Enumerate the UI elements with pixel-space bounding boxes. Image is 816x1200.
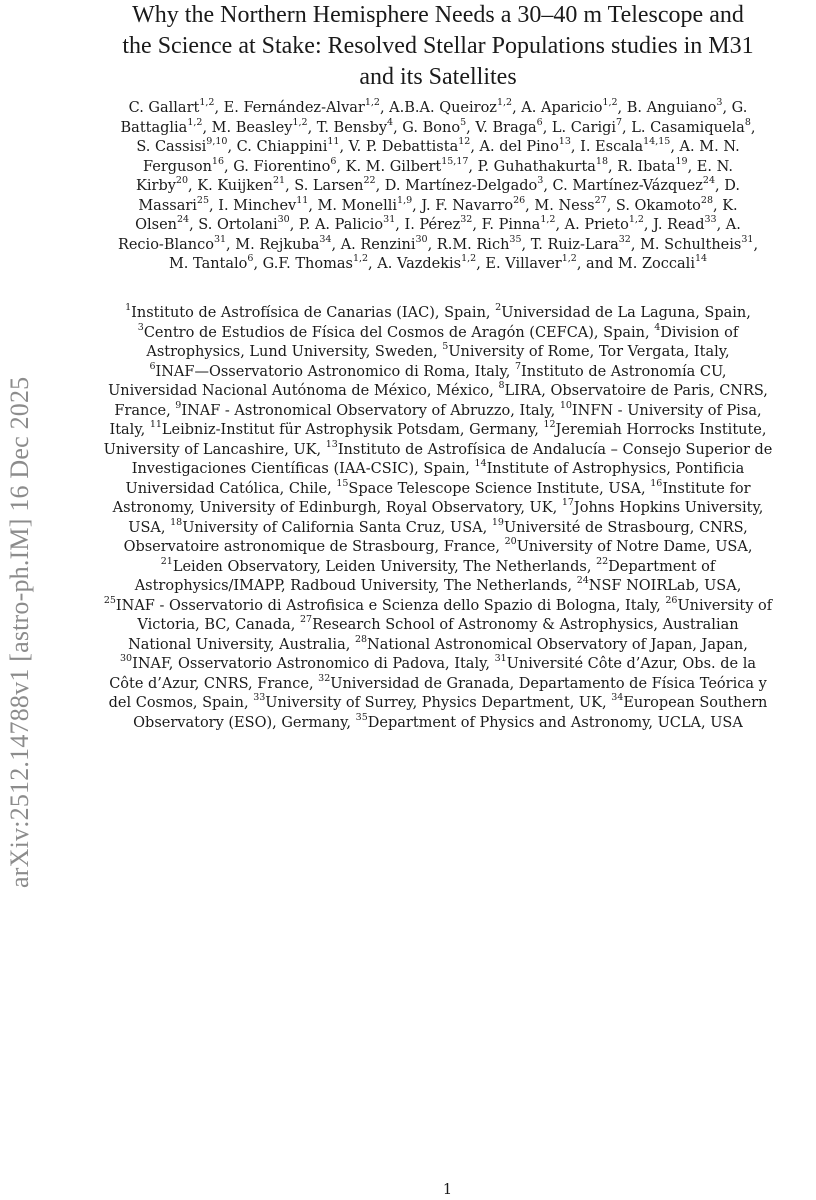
text-segment: , K. Kuijken bbox=[188, 178, 273, 194]
superscript-marker: 17 bbox=[561, 497, 574, 509]
superscript-marker: 33 bbox=[704, 214, 717, 226]
superscript-marker: 13 bbox=[325, 438, 338, 450]
text-segment: C. Gallart bbox=[128, 100, 200, 116]
text-segment: Leiden Observatory, Leiden University, The Netherlands, bbox=[172, 558, 597, 575]
text-segment: Instituto de Astronomía CU, bbox=[521, 363, 727, 380]
superscript-marker: 9 bbox=[175, 399, 182, 411]
page-number: 1 bbox=[442, 1182, 453, 1198]
text-segment: M. Tantalo bbox=[168, 256, 248, 272]
title-line: and its Satellites bbox=[359, 64, 517, 90]
superscript-marker: 22 bbox=[596, 555, 609, 567]
superscript-marker: 22 bbox=[363, 175, 376, 187]
text-segment: , A. Vazdekis bbox=[368, 256, 462, 272]
superscript-marker: 32 bbox=[318, 672, 331, 684]
superscript-marker: 34 bbox=[611, 692, 624, 704]
text-segment: , D. Martínez-Delgado bbox=[375, 178, 538, 194]
superscript-marker: 28 bbox=[354, 633, 368, 645]
text-segment: , K. M. Gilbert bbox=[336, 158, 442, 175]
superscript-marker: 24 bbox=[177, 214, 190, 226]
superscript-marker: 26 bbox=[513, 194, 526, 206]
affiliation-line bbox=[58, 633, 816, 656]
superscript-marker: 35 bbox=[355, 711, 368, 723]
superscript-marker: 14,15 bbox=[643, 136, 671, 148]
superscript-marker: 1,2 bbox=[561, 253, 577, 265]
text-segment: European Southern bbox=[623, 695, 768, 711]
text-segment: Côte d’Azur, CNRS, France, bbox=[109, 675, 319, 692]
superscript-marker: 1 bbox=[125, 302, 132, 314]
text-segment: National Astronomical Observatory of Japan, Japan, bbox=[367, 636, 748, 653]
superscript-marker: 34 bbox=[319, 233, 332, 245]
superscript-marker: 18 bbox=[595, 155, 609, 167]
affiliation-line bbox=[58, 516, 816, 539]
superscript-marker: 8 bbox=[498, 380, 505, 392]
superscript-marker: 1,9 bbox=[397, 194, 413, 206]
text-segment: , S. Larsen bbox=[285, 178, 364, 194]
author-line bbox=[58, 138, 816, 158]
superscript-marker: 25 bbox=[103, 594, 116, 606]
text-segment: Investigaciones Científicas (IAA-CSIC), Spain, bbox=[131, 461, 475, 477]
text-segment: , T. Bensby bbox=[307, 119, 388, 136]
affiliation-line bbox=[58, 321, 816, 344]
superscript-marker: 4 bbox=[387, 116, 394, 128]
superscript-marker: 1,2 bbox=[364, 97, 380, 109]
superscript-marker: 11 bbox=[327, 136, 340, 148]
text-segment: University of bbox=[677, 597, 773, 614]
superscript-marker: 18 bbox=[170, 516, 183, 528]
title-line: Why the Northern Hemisphere Needs a 30–40 m Telescope and bbox=[132, 2, 744, 28]
superscript-marker: 1,2 bbox=[187, 116, 203, 128]
affiliation-line bbox=[58, 711, 816, 734]
superscript-marker: 27 bbox=[299, 614, 313, 626]
text-segment: , A. Aparicio bbox=[512, 100, 603, 116]
superscript-marker: 1,2 bbox=[496, 97, 513, 109]
superscript-marker: 14 bbox=[474, 458, 487, 470]
text-segment: INFN - University of Pisa, bbox=[571, 402, 762, 419]
text-segment: France, bbox=[114, 402, 176, 419]
text-segment: Universidad Nacional Autónoma de México, México, bbox=[108, 383, 499, 399]
superscript-marker: 27 bbox=[594, 194, 607, 206]
text-segment: Instituto de Astrofísica de Canarias (IAC), Spain, bbox=[131, 305, 496, 321]
text-segment: , L. Carigi bbox=[542, 119, 616, 136]
text-segment: , I. Minchev bbox=[209, 197, 297, 214]
superscript-marker: 24 bbox=[576, 575, 589, 587]
affiliation-line bbox=[58, 694, 816, 714]
text-segment: University of Lancashire, UK, bbox=[103, 441, 326, 458]
superscript-marker: 12 bbox=[543, 419, 556, 431]
superscript-marker: 21 bbox=[160, 555, 173, 567]
text-segment: , S. Okamoto bbox=[606, 197, 701, 214]
superscript-marker: 31 bbox=[383, 214, 396, 226]
text-segment: , P. A. Palicio bbox=[289, 217, 384, 233]
text-segment: , M. Rejkuba bbox=[226, 236, 320, 253]
text-segment: , F. Pinna bbox=[472, 217, 541, 233]
superscript-marker: 30 bbox=[120, 653, 133, 665]
superscript-marker: 24 bbox=[702, 175, 715, 187]
text-segment: , S. Ortolani bbox=[189, 217, 278, 233]
text-segment: Universidad de La Laguna, Spain, bbox=[501, 305, 751, 321]
text-segment: , and M. Zoccali bbox=[576, 256, 695, 272]
superscript-marker: 15 bbox=[336, 477, 349, 489]
text-segment: INAF - Osservatorio di Astrofisica e Scienza dello Spazio di Bologna, Italy, bbox=[115, 597, 666, 614]
superscript-marker: 19 bbox=[675, 155, 688, 167]
text-segment: University of Surrey, Physics Department, UK, bbox=[265, 695, 612, 711]
text-segment: Recio-Blanco bbox=[117, 236, 214, 253]
affiliation-line bbox=[58, 538, 816, 558]
superscript-marker: 14 bbox=[694, 253, 708, 265]
text-segment: Université Côte d’Azur, Obs. de la bbox=[506, 656, 756, 672]
superscript-marker: 1,2 bbox=[199, 97, 215, 109]
superscript-marker: 6 bbox=[330, 155, 337, 167]
superscript-marker: 1,2 bbox=[461, 253, 477, 265]
text-segment: NSF NOIRLab, USA, bbox=[588, 578, 742, 594]
text-segment: University of California Santa Cruz, USA, bbox=[182, 519, 492, 536]
text-segment: , B. Anguiano bbox=[617, 100, 717, 116]
text-segment: del Cosmos, Spain, bbox=[108, 695, 254, 711]
superscript-marker: 11 bbox=[149, 419, 162, 431]
text-segment: Italy, bbox=[109, 422, 150, 438]
title-line: the Science at Stake: Resolved Stellar Populations studies in M31 bbox=[122, 33, 754, 59]
text-segment: INAF—Osservatorio Astronomico di Roma, Italy, bbox=[155, 363, 515, 380]
superscript-marker: 13 bbox=[558, 136, 571, 148]
superscript-marker: 3 bbox=[716, 97, 723, 109]
text-segment: Observatory (ESO), Germany, bbox=[133, 714, 356, 731]
text-segment: , E. Villaver bbox=[476, 256, 562, 272]
superscript-marker: 30 bbox=[415, 233, 428, 245]
superscript-marker: 1,2 bbox=[540, 214, 556, 226]
text-segment: , R.M. Rich bbox=[427, 236, 510, 253]
text-segment: , V. Braga bbox=[466, 119, 537, 136]
superscript-marker: 1,2 bbox=[602, 97, 618, 109]
superscript-marker: 10 bbox=[559, 399, 572, 411]
text-segment: Institute for bbox=[662, 480, 751, 497]
author-line bbox=[58, 194, 816, 217]
superscript-marker: 6 bbox=[247, 253, 254, 265]
affiliation-line bbox=[58, 555, 816, 578]
superscript-marker: 3 bbox=[537, 175, 544, 187]
text-segment: , bbox=[750, 119, 756, 136]
superscript-marker: 2 bbox=[495, 302, 502, 314]
superscript-marker: 26 bbox=[665, 594, 678, 606]
superscript-marker: 21 bbox=[272, 175, 286, 187]
superscript-marker: 9,10 bbox=[206, 136, 228, 148]
superscript-marker: 12 bbox=[458, 136, 471, 148]
text-segment: , J. F. Navarro bbox=[412, 197, 514, 214]
text-segment: USA, bbox=[128, 519, 171, 536]
text-segment: , A.B.A. Queiroz bbox=[379, 100, 497, 116]
text-segment: Department of bbox=[608, 558, 716, 575]
text-segment: , bbox=[753, 236, 759, 253]
text-segment: Université de Strasbourg, CNRS, bbox=[503, 519, 748, 536]
text-segment: Astrophysics, Lund University, Sweden, bbox=[146, 344, 443, 360]
text-segment: , V. P. Debattista bbox=[339, 139, 459, 155]
superscript-marker: 7 bbox=[514, 360, 522, 372]
text-segment: , E. N. bbox=[687, 158, 733, 175]
text-segment: Olsen bbox=[135, 217, 177, 233]
superscript-marker: 33 bbox=[253, 692, 266, 704]
author-line bbox=[58, 216, 816, 236]
superscript-marker: 32 bbox=[460, 214, 473, 226]
text-segment: , P. Guhathakurta bbox=[468, 158, 596, 175]
affiliation-line bbox=[58, 460, 816, 480]
text-segment: Observatoire astronomique de Strasbourg, France, bbox=[123, 539, 505, 555]
text-segment: , C. Martínez-Vázquez bbox=[543, 178, 703, 194]
text-segment: , E. Fernández-Alvar bbox=[214, 100, 365, 116]
text-segment: , M. Schultheis bbox=[630, 236, 742, 253]
superscript-marker: 11 bbox=[296, 194, 309, 206]
superscript-marker: 31 bbox=[213, 233, 227, 245]
affiliation-line bbox=[58, 477, 816, 500]
text-segment: INAF, Osservatorio Astronomico di Padova, Italy, bbox=[132, 656, 495, 672]
text-segment: Ferguson bbox=[143, 158, 212, 175]
text-segment: Research School of Astronomy & Astrophysics, Australian bbox=[312, 617, 739, 633]
author-line bbox=[58, 255, 816, 275]
text-segment: , K. bbox=[713, 197, 738, 214]
superscript-marker: 4 bbox=[654, 321, 661, 333]
arxiv-stamp-text: arXiv:2512.14788v1 [astro-ph.IM] 16 Dec 2025 bbox=[5, 376, 34, 888]
affiliation-line bbox=[58, 438, 816, 461]
text-segment: , G. Fiorentino bbox=[224, 158, 331, 175]
text-segment: Division of bbox=[660, 324, 739, 341]
text-segment: , J. Read bbox=[643, 217, 705, 233]
affiliation-line bbox=[58, 421, 816, 441]
superscript-marker: 7 bbox=[616, 116, 623, 128]
text-segment: Astronomy, University of Edinburgh, Royal Observatory, UK, bbox=[112, 500, 562, 516]
affiliation-line bbox=[58, 360, 816, 383]
affiliation-line bbox=[58, 499, 816, 519]
text-segment: Space Telescope Science Institute, USA, bbox=[348, 480, 651, 497]
text-segment: , I. Pérez bbox=[395, 217, 461, 233]
affiliation-list bbox=[58, 304, 816, 733]
superscript-marker: 35 bbox=[509, 233, 522, 245]
text-segment: University of Rome, Tor Vergata, Italy, bbox=[448, 344, 730, 360]
superscript-marker: 8 bbox=[744, 116, 751, 128]
affiliation-line bbox=[58, 672, 816, 695]
text-segment: , A. Prieto bbox=[555, 217, 629, 233]
superscript-marker: 5 bbox=[442, 341, 449, 353]
text-segment: , A. bbox=[716, 217, 741, 233]
superscript-marker: 5 bbox=[460, 116, 467, 128]
text-segment: Kirby bbox=[136, 178, 176, 194]
text-segment: , A. del Pino bbox=[470, 139, 559, 155]
superscript-marker: 1,2 bbox=[292, 116, 308, 128]
superscript-marker: 16 bbox=[650, 477, 663, 489]
superscript-marker: 20 bbox=[504, 536, 517, 548]
text-segment: LIRA, Observatoire de Paris, CNRS, bbox=[504, 383, 768, 399]
affiliation-line bbox=[58, 304, 816, 324]
author-line bbox=[58, 116, 816, 139]
text-segment: INAF - Astronomical Observatory of Abruzzo, Italy, bbox=[181, 402, 560, 419]
text-segment: , L. Casamiquela bbox=[622, 119, 745, 136]
superscript-marker: 1,2 bbox=[352, 253, 369, 265]
text-segment: Centro de Estudios de Física del Cosmos de Aragón (CEFCA), Spain, bbox=[143, 324, 655, 341]
superscript-marker: 31 bbox=[741, 233, 754, 245]
author-list bbox=[58, 99, 816, 275]
text-segment: Astrophysics/IMAPP, Radboud University, The Netherlands, bbox=[134, 578, 577, 594]
text-segment: Universidad de Granada, Departamento de Física Teórica y bbox=[330, 675, 767, 692]
superscript-marker: 19 bbox=[491, 516, 504, 528]
text-segment: , D. bbox=[715, 178, 740, 194]
text-segment: , A. Renzini bbox=[331, 236, 416, 253]
text-segment: Department of Physics and Astronomy, UCLA, USA bbox=[367, 714, 743, 731]
affiliation-line bbox=[58, 594, 816, 617]
affiliation-line bbox=[58, 343, 816, 363]
superscript-marker: 6 bbox=[149, 360, 156, 372]
text-segment: Leibniz-Institut für Astrophysik Potsdam, Germany, bbox=[161, 422, 544, 438]
text-segment: University of Notre Dame, USA, bbox=[516, 539, 753, 555]
text-segment: Instituto de Astrofísica de Andalucía – Consejo Superior de bbox=[337, 441, 773, 458]
text-segment: Universidad Católica, Chile, bbox=[125, 480, 337, 497]
affiliation-line bbox=[58, 399, 816, 422]
author-line bbox=[58, 99, 816, 119]
text-segment: , A. M. N. bbox=[670, 139, 740, 155]
text-segment: Johns Hopkins University, bbox=[573, 500, 764, 516]
superscript-marker: 25 bbox=[196, 194, 210, 206]
author-line bbox=[58, 177, 816, 197]
text-segment: , C. Chiappini bbox=[227, 139, 328, 155]
text-segment: , M. Monelli bbox=[308, 197, 398, 214]
text-segment: , M. Beasley bbox=[202, 119, 293, 136]
superscript-marker: 30 bbox=[277, 214, 290, 226]
superscript-marker: 6 bbox=[536, 116, 543, 128]
text-segment: Battaglia bbox=[120, 119, 188, 136]
affiliation-line bbox=[58, 655, 816, 675]
text-segment: S. Cassisi bbox=[136, 139, 207, 155]
superscript-marker: 16 bbox=[211, 155, 225, 167]
affiliation-line bbox=[58, 616, 816, 636]
text-segment: National University, Australia, bbox=[128, 636, 355, 653]
text-segment: , T. Ruiz-Lara bbox=[521, 236, 619, 253]
superscript-marker: 32 bbox=[618, 233, 631, 245]
text-segment: , G. Bono bbox=[393, 119, 461, 136]
text-segment: , G. bbox=[722, 100, 748, 116]
affiliation-line bbox=[58, 577, 816, 597]
superscript-marker: 15,17 bbox=[441, 155, 469, 167]
superscript-marker: 20 bbox=[175, 175, 189, 187]
text-segment: Institute of Astrophysics, Pontificia bbox=[486, 461, 745, 477]
paper-title bbox=[58, 0, 816, 93]
superscript-marker: 28 bbox=[700, 194, 713, 206]
superscript-marker: 1,2 bbox=[628, 214, 644, 226]
text-segment: Jeremiah Horrocks Institute, bbox=[555, 422, 767, 438]
text-segment: , M. Ness bbox=[525, 197, 595, 214]
text-segment: Massari bbox=[138, 197, 197, 214]
superscript-marker: 31 bbox=[494, 653, 507, 665]
superscript-marker: 3 bbox=[137, 321, 144, 333]
text-segment: , G.F. Thomas bbox=[253, 256, 353, 272]
text-segment: Victoria, BC, Canada, bbox=[137, 617, 300, 633]
text-segment: , R. Ibata bbox=[608, 158, 676, 175]
affiliation-line bbox=[58, 382, 816, 402]
text-segment: , I. Escala bbox=[570, 139, 644, 155]
